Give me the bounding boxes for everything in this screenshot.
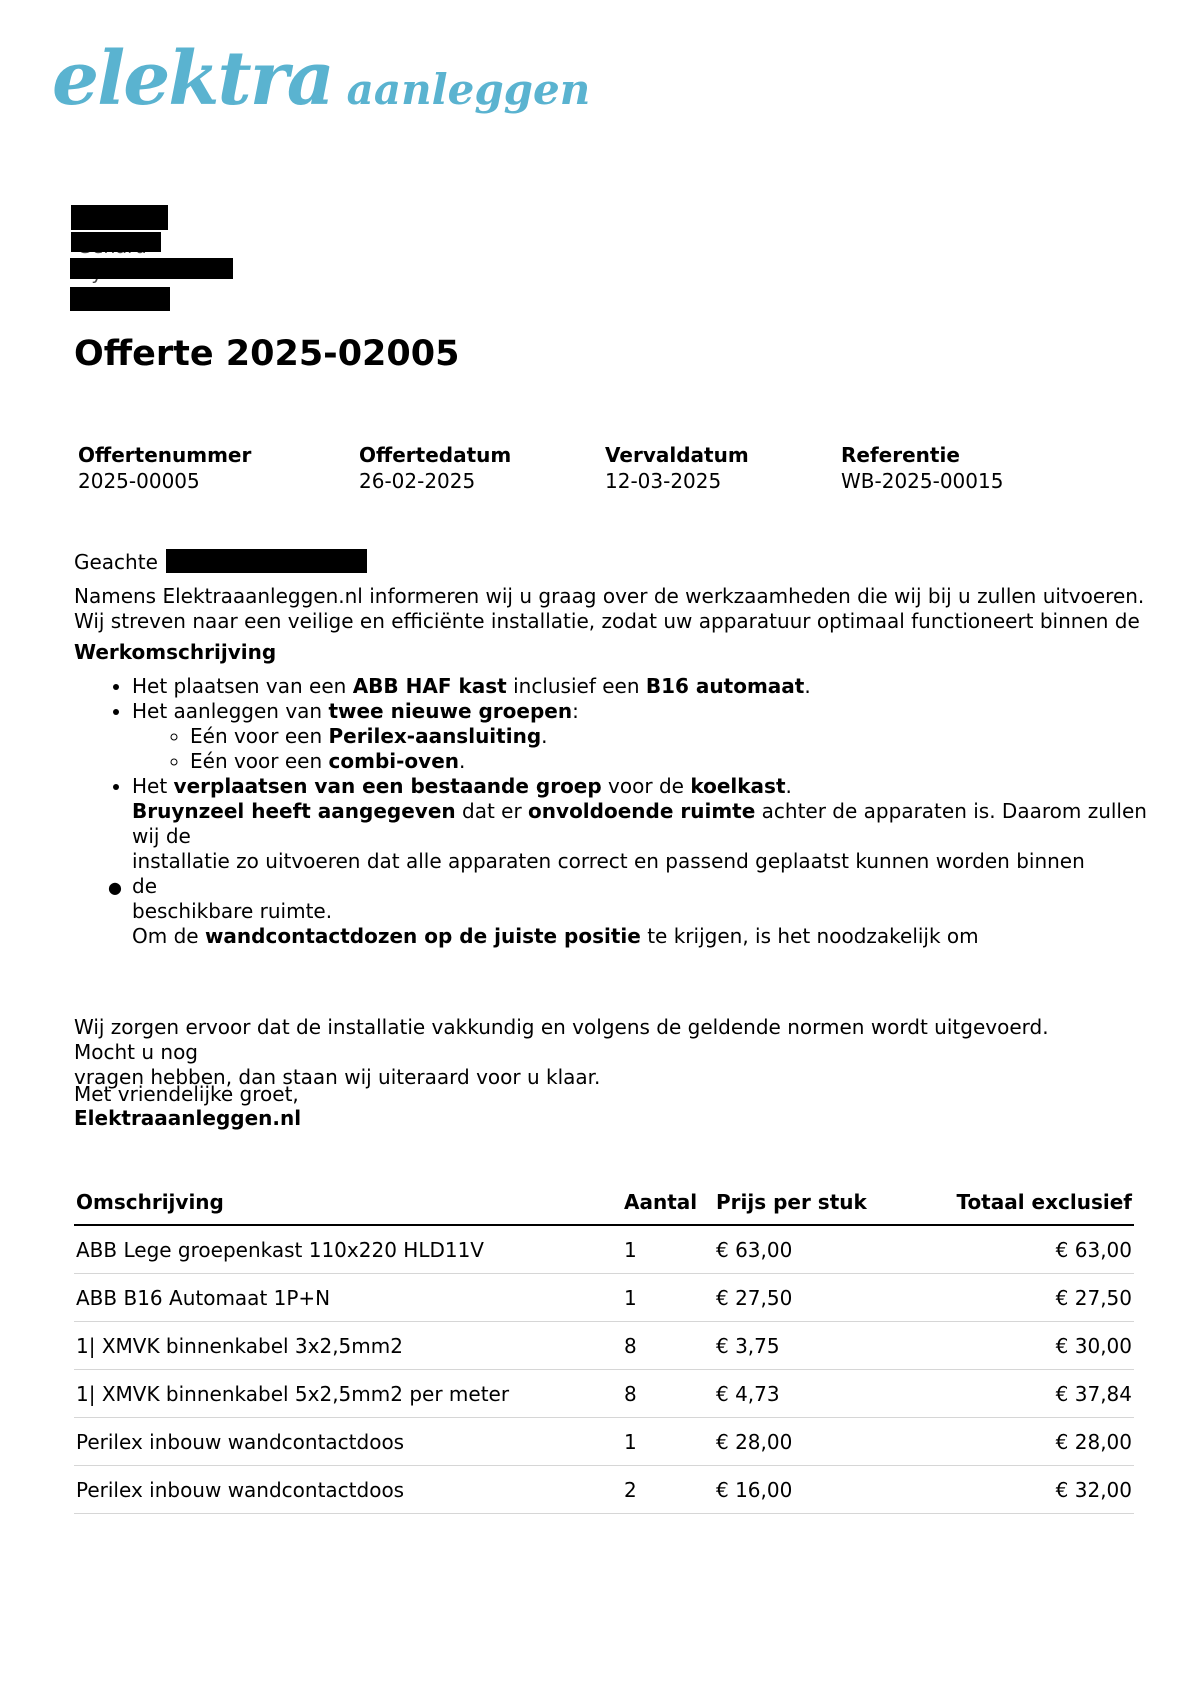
closing-paragraph-2: vragen hebben, dan staan wij uiteraard voor u klaar. (74, 1065, 601, 1089)
column-header-omschrijving: Omschrijving (74, 1180, 622, 1225)
redacted-recipient-name (166, 549, 367, 573)
letter-body (74, 584, 1154, 949)
intro-paragraph-1: Namens Elektraaanleggen.nl informeren wij u graag over de werkzaamheden die wij bij u zullen uitvoeren. (74, 584, 1145, 608)
cell-quantity: 8 (622, 1370, 714, 1418)
column-header-aantal: Aantal (622, 1180, 714, 1225)
column-header-prijs: Prijs per stuk (714, 1180, 904, 1225)
regards: Met vriendelijke groet, (74, 1082, 299, 1106)
meta-offertenummer (78, 442, 251, 494)
cell-quantity: 1 (622, 1274, 714, 1322)
meta-offertedatum (359, 442, 511, 494)
redacted-name (71, 205, 168, 230)
cell-total: € 37,84 (904, 1370, 1134, 1418)
cell-description: 1| XMVK binnenkabel 5x2,5mm2 per meter (74, 1370, 622, 1418)
table-header-row (74, 1180, 1134, 1225)
section-heading: Werkomschrijving (74, 640, 277, 664)
sub-list-item: ◦ Eén voor een Perilex-aansluiting. (190, 724, 1154, 749)
column-header-totaal: Totaal exclusief (904, 1180, 1134, 1225)
meta-value: WB-2025-00015 (841, 469, 1004, 493)
table-row (74, 1370, 1134, 1418)
cell-quantity: 1 (622, 1418, 714, 1466)
closing-paragraph: Wij zorgen ervoor dat de installatie vakkundig en volgens de geldende normen wordt uitgevoerd. Mocht u nog (74, 1015, 1049, 1064)
redacted-country (70, 287, 170, 311)
meta-label: Offertenummer (78, 443, 252, 467)
table-row (74, 1225, 1134, 1274)
cell-description: ABB B16 Automaat 1P+N (74, 1274, 622, 1322)
work-list (74, 674, 1154, 949)
cell-unit-price: € 63,00 (714, 1225, 904, 1274)
meta-value: 2025-00005 (78, 469, 200, 493)
closing-block (74, 1015, 1154, 1090)
cell-description: ABB Lege groepenkast 110x220 HLD11V (74, 1225, 622, 1274)
sub-list-item: ◦ Eén voor een combi-oven. (190, 749, 1154, 774)
table-row (74, 1322, 1134, 1370)
quote-items-table (74, 1180, 1134, 1514)
greeting-text: Geachte (74, 550, 158, 574)
intro-paragraph-2: Wij streven naar een veilige en efficiënte installatie, zodat uw apparatuur optimaal functioneert binnen de (74, 609, 1140, 633)
meta-vervaldatum (605, 442, 749, 494)
cell-quantity: 1 (622, 1225, 714, 1274)
table-row (74, 1274, 1134, 1322)
cell-unit-price: € 28,00 (714, 1418, 904, 1466)
document-title: Offerte 2025-02005 (74, 334, 460, 374)
meta-value: 12-03-2025 (605, 469, 722, 493)
cell-total: € 30,00 (904, 1322, 1134, 1370)
greeting (74, 550, 158, 574)
table-row (74, 1466, 1134, 1514)
cell-description: Perilex inbouw wandcontactdoos (74, 1418, 622, 1466)
redacted-street (71, 232, 161, 252)
meta-value: 26-02-2025 (359, 469, 476, 493)
redacted-postal-city (70, 258, 233, 279)
cell-unit-price: € 4,73 (714, 1370, 904, 1418)
list-item: • Het plaatsen van een ABB HAF kast inclusief een B16 automaat. (132, 674, 1154, 699)
cell-quantity: 8 (622, 1322, 714, 1370)
company-logo (52, 36, 590, 122)
cell-unit-price: € 16,00 (714, 1466, 904, 1514)
list-item: • Het aanleggen van twee nieuwe groepen: ◦ Eén voor een Perilex-aansluiting. ◦ Eén voor een combi-oven. (132, 699, 1154, 774)
cell-total: € 63,00 (904, 1225, 1134, 1274)
list-item: • Het verplaatsen van een bestaande groep voor de koelkast. (132, 774, 1154, 799)
cell-unit-price: € 27,50 (714, 1274, 904, 1322)
logo-word-elektra: elektra (52, 36, 333, 122)
meta-label: Referentie (841, 443, 960, 467)
cell-description: Perilex inbouw wandcontactdoos (74, 1466, 622, 1514)
cell-unit-price: € 3,75 (714, 1322, 904, 1370)
cell-total: € 27,50 (904, 1274, 1134, 1322)
cell-description: 1| XMVK binnenkabel 3x2,5mm2 (74, 1322, 622, 1370)
meta-referentie (841, 442, 1003, 494)
cell-total: € 32,00 (904, 1466, 1134, 1514)
meta-label: Vervaldatum (605, 443, 749, 467)
list-item: ● Bruynzeel heeft aangegeven dat er onvoldoende ruimte achter de apparaten is. Daarom zullen wij de installatie zo uitvoeren dat alle apparaten correct en passend geplaatst kunnen worden binnen de beschikbare ruimte. Om de wandcontactdozen op de juiste positie te krijgen, is het noodzakelijk om (108, 799, 1147, 948)
cell-quantity: 2 (622, 1466, 714, 1514)
meta-label: Offertedatum (359, 443, 512, 467)
table-row (74, 1418, 1134, 1466)
cell-total: € 28,00 (904, 1418, 1134, 1466)
logo-word-aanleggen: aanleggen (346, 65, 591, 114)
company-signature: Elektraaanleggen.nl (74, 1106, 302, 1130)
sub-list (132, 724, 1154, 774)
